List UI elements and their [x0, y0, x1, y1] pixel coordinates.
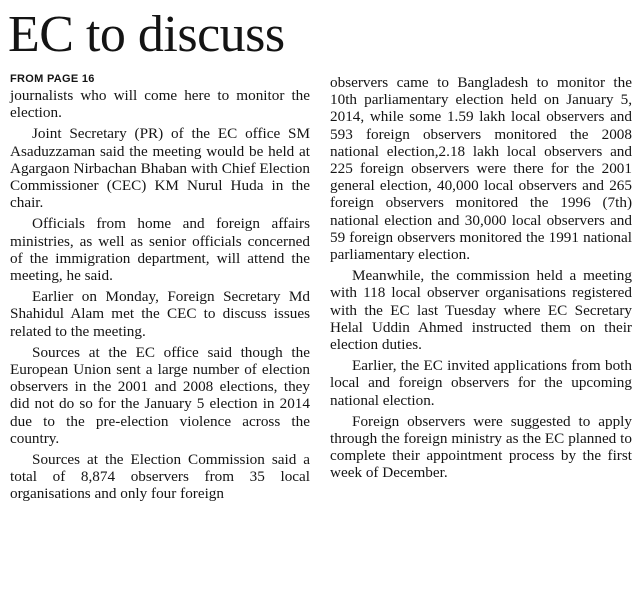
paragraph: observers came to Bangladesh to monitor the 10th parliamentary election held on January 5, 2014, while some 1.59 lakh local observers and 593 foreign observers monitored the 2008 national election,2.18 lakh local observers and 225 foreign observers were there for the 2001 general election, 40,000 local observers and 265 foreign observers monitored the 1996 (7th) national election and 30,000 local observers and 59 foreign observers monitored the 1991 national parliamentary election. — [330, 74, 632, 264]
paragraph: Meanwhile, the commission held a meeting with 118 local observer organisations registered with the EC last Tuesday where EC Secretary Helal Uddin Ahmed instructed them on their election duties. — [330, 267, 632, 354]
paragraph: Foreign observers were suggested to apply through the foreign ministry as the EC planned to complete their appointment process by the first week of December. — [330, 412, 632, 482]
paragraph: Joint Secretary (PR) of the EC office SM Asaduzzaman said the meeting would be held at Agargaon Nirbachan Bhaban with Chief Election Commissioner (CEC) KM Nurul Huda in the chair. — [10, 125, 310, 212]
paragraph: Earlier on Monday, Foreign Secretary Md Shahidul Alam met the CEC to discuss issues related to the meeting. — [10, 288, 310, 340]
left-column — [10, 72, 310, 503]
right-column — [330, 74, 632, 482]
paragraph: Sources at the EC office said though the European Union sent a large number of election observers in the 2001 and 2008 elections, they did not do so for the January 5 election in 2014 due to the pre-election violence across the country. — [10, 343, 310, 447]
paragraph: Officials from home and foreign affairs ministries, as well as senior officials concerned of the immigration department, will attend the meeting, he said. — [10, 215, 310, 285]
paragraph: Earlier, the EC invited applications from both local and foreign observers for the upcoming national election. — [330, 357, 632, 409]
paragraph: Sources at the Election Commission said a total of 8,874 observers from 35 local organisations and only four foreign — [10, 451, 310, 503]
article-headline: EC to discuss — [8, 6, 285, 63]
jump-line: FROM PAGE 16 — [10, 73, 95, 85]
paragraph: journalists who will come here to monitor the election. — [10, 87, 310, 122]
